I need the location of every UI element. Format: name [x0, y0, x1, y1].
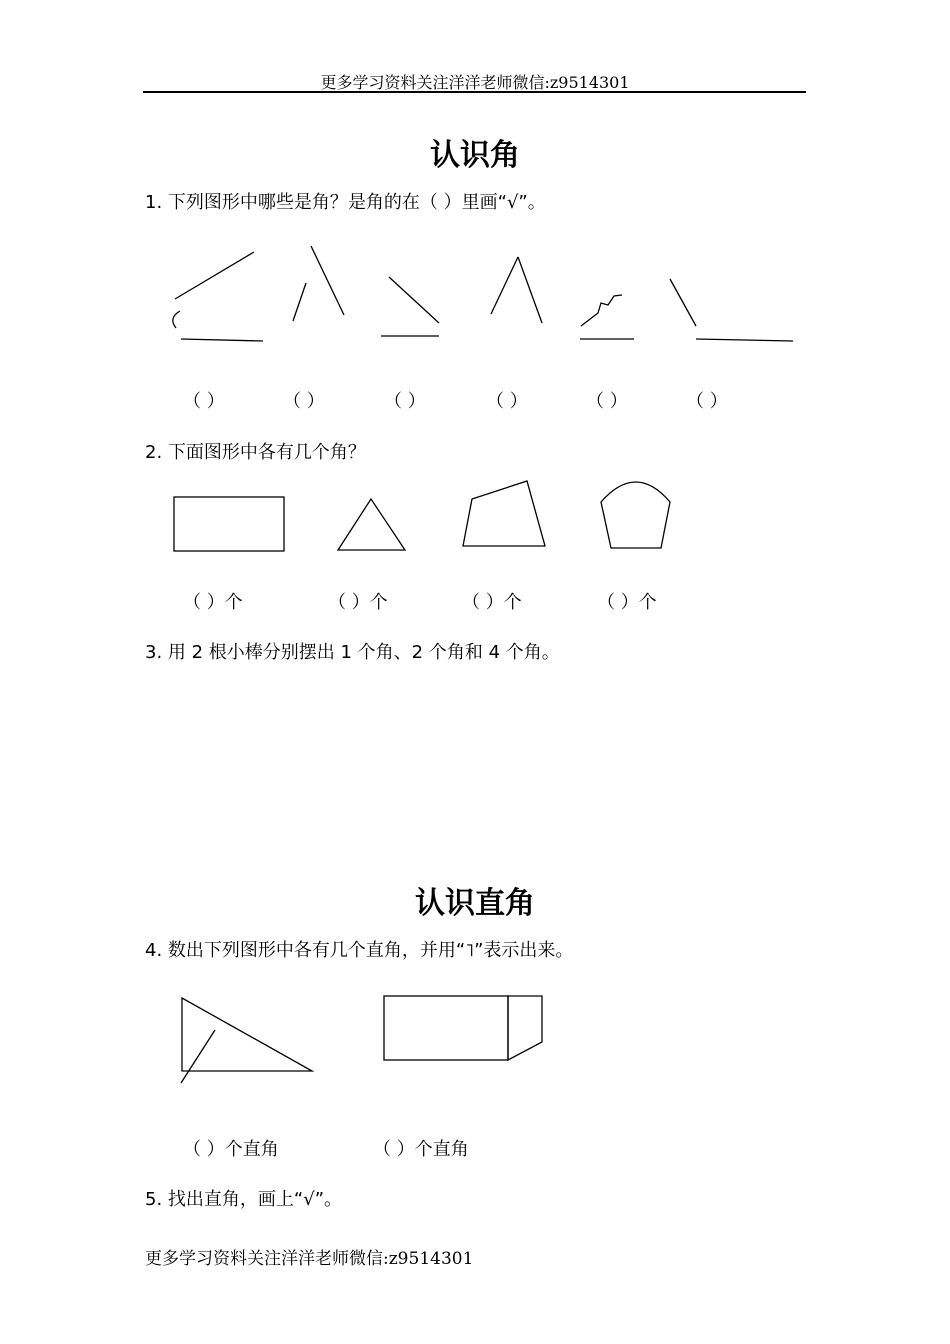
- q1-blank-6[interactable]: （ ）: [686, 391, 728, 412]
- q1-blank-5[interactable]: （ ）: [586, 391, 628, 412]
- question-1: 1. 下列图形中哪些是角？是角的在（ ）里画“√”。: [145, 192, 546, 213]
- q1-blank-3[interactable]: （ ）: [384, 391, 426, 412]
- q2-blank-2[interactable]: （ ）个: [328, 592, 388, 613]
- question-4: 4. 数出下列图形中各有几个直角，并用“˥”表示出来。: [145, 940, 574, 961]
- question-3: 3. 用 2 根小棒分别摆出 1 个角、2 个角和 4 个角。: [145, 642, 560, 663]
- question-2: 2. 下面图形中各有几个角？: [145, 442, 366, 463]
- q1-blank-2[interactable]: （ ）: [283, 391, 325, 412]
- q2-blank-1[interactable]: （ ）个: [183, 592, 243, 613]
- section-title-angles: 认识角: [430, 138, 520, 173]
- q4-triangle: [181, 998, 312, 1083]
- q1-blank-4[interactable]: （ ）: [486, 391, 528, 412]
- q4-blank-2[interactable]: （ ）个直角: [373, 1139, 469, 1160]
- q4-box: [384, 996, 542, 1060]
- page-footer: 更多学习资料关注洋洋老师微信:z9514301: [145, 1249, 474, 1269]
- q2-blank-3[interactable]: （ ）个: [462, 592, 522, 613]
- q4-blank-1[interactable]: （ ）个直角: [183, 1139, 279, 1160]
- q2-blank-4[interactable]: （ ）个: [597, 592, 657, 613]
- q1-blank-1[interactable]: （ ）: [183, 391, 225, 412]
- page-header: 更多学习资料关注洋洋老师微信:z9514301: [320, 73, 630, 92]
- section-title-right-angles: 认识直角: [415, 886, 535, 921]
- question-5: 5. 找出直角，画上“√”。: [145, 1189, 343, 1210]
